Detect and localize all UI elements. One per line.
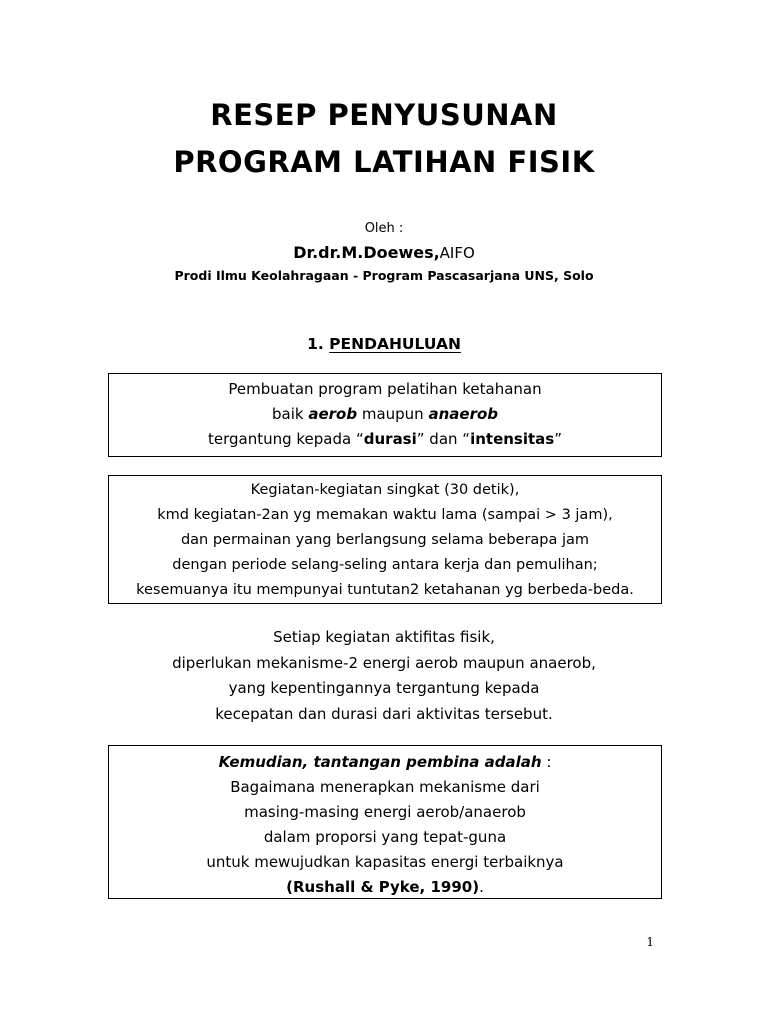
intro-text: ” dan “: [416, 430, 471, 448]
intro-line-2: [109, 402, 661, 427]
term-anaerob: anaerob: [428, 405, 499, 423]
challenge-box: [108, 745, 662, 899]
challenge-heading-line: [109, 750, 661, 775]
document-title-line-1: RESEP PENYUSUNAN: [210, 98, 558, 132]
author-name: Dr.dr.M.Doewes,: [293, 243, 440, 262]
author-title: AIFO: [439, 244, 475, 262]
activities-line: kesemuanya itu mempunyai tuntutan2 ketahanan yg berbeda-beda.: [136, 582, 634, 598]
intro-text: maupun: [357, 405, 429, 423]
challenge-line: Bagaimana menerapkan mekanisme dari: [230, 778, 540, 796]
byline-label: Oleh :: [364, 221, 404, 236]
paragraph-line: yang kepentingannya tergantung kepada: [228, 679, 540, 697]
author-affiliation: Prodi Ilmu Keolahragaan - Program Pascasarjana UNS, Solo: [174, 268, 594, 283]
intro-line-3: [109, 427, 661, 452]
challenge-colon: :: [541, 753, 552, 771]
activities-line: dengan periode selang-seling antara kerja dan pemulihan;: [172, 557, 598, 573]
challenge-heading: Kemudian, tantangan pembina adalah: [218, 753, 542, 771]
intro-text: tergantung kepada “: [207, 430, 364, 448]
section-number: 1.: [307, 335, 324, 353]
challenge-line: untuk mewujudkan kapasitas energi terbaiknya: [206, 853, 564, 871]
challenge-line: dalam proporsi yang tepat-guna: [263, 828, 507, 846]
citation-line: [109, 875, 661, 900]
author-line: [0, 243, 768, 262]
citation: (Rushall & Pyke, 1990): [286, 878, 480, 896]
intro-text: baik: [271, 405, 309, 423]
term-aerob: aerob: [308, 405, 358, 423]
document-title-line-2: PROGRAM LATIHAN FISIK: [173, 145, 595, 179]
intro-line-1: Pembuatan program pelatihan ketahanan: [228, 380, 542, 398]
activities-line: dan permainan yang berlangsung selama beberapa jam: [180, 532, 590, 548]
intro-text: ”: [554, 430, 562, 448]
activities-line: Kegiatan-kegiatan singkat (30 detik),: [250, 482, 520, 498]
body-paragraph: [0, 625, 768, 727]
term-durasi: durasi: [363, 430, 417, 448]
intro-box: [108, 373, 662, 457]
citation-period: .: [479, 878, 484, 896]
challenge-line: masing-masing energi aerob/anaerob: [244, 803, 526, 821]
paragraph-line: diperlukan mekanisme-2 energi aerob maupun anaerob,: [172, 653, 596, 672]
paragraph-line: Setiap kegiatan aktifitas fisik,: [273, 628, 495, 646]
page-number: 1: [646, 935, 654, 949]
activities-line: kmd kegiatan-2an yg memakan waktu lama (sampai > 3 jam),: [157, 507, 613, 523]
section-title: PENDAHULUAN: [329, 335, 461, 353]
activities-box: [108, 475, 662, 604]
paragraph-line: kecepatan dan durasi dari aktivitas tersebut.: [215, 704, 553, 723]
section-heading: [0, 335, 768, 353]
term-intensitas: intensitas: [470, 430, 555, 448]
